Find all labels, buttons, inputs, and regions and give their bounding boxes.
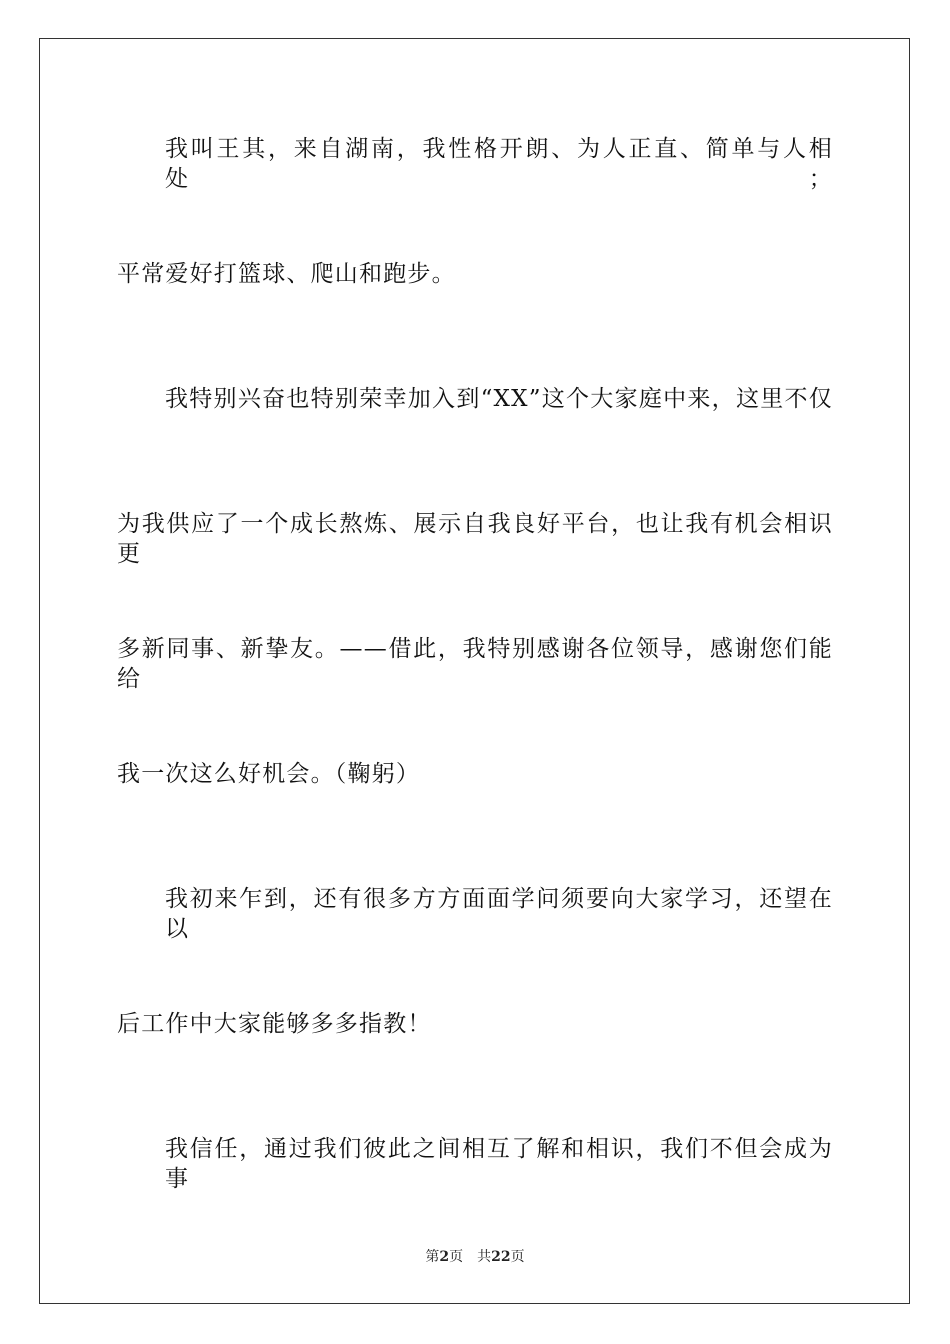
paragraph-line-7: 我初来乍到，还有很多方方面面学问须要向大家学习，还望在以 — [165, 886, 833, 942]
paragraph-line-2: 平常爱好打篮球、爬山和跑步。 — [117, 261, 456, 287]
footer-page-number: 2 — [439, 1249, 450, 1265]
paragraph-line-1: 我叫王其，来自湖南，我性格开朗、为人正直、简单与人相处； — [165, 136, 833, 192]
paragraph-line-4: 为我供应了一个成长熬炼、展示自我良好平台，也让我有机会相识更 — [117, 511, 833, 567]
footer-total-pages: 22 — [491, 1249, 511, 1265]
paragraph-line-5: 多新同事、新挚友。——借此，我特别感谢各位领导，感谢您们能给 — [117, 636, 833, 692]
footer-page-prefix: 第 — [425, 1249, 440, 1265]
paragraph-line-8: 后工作中大家能够多多指教！ — [117, 1011, 432, 1037]
paragraph-line-3: 我特别兴奋也特别荣幸加入到“XX”这个大家庭中来，这里不仅 — [165, 386, 833, 412]
page-footer — [0, 1248, 950, 1266]
footer-total-suffix: 页 — [510, 1249, 525, 1265]
paragraph-line-9: 我信任，通过我们彼此之间相互了解和相识，我们不但会成为事 — [165, 1136, 833, 1192]
paragraph-line-6: 我一次这么好机会。（鞠躬） — [117, 761, 421, 787]
footer-page-suffix: 页 — [449, 1249, 464, 1265]
footer-total-prefix: 共 — [477, 1249, 492, 1265]
